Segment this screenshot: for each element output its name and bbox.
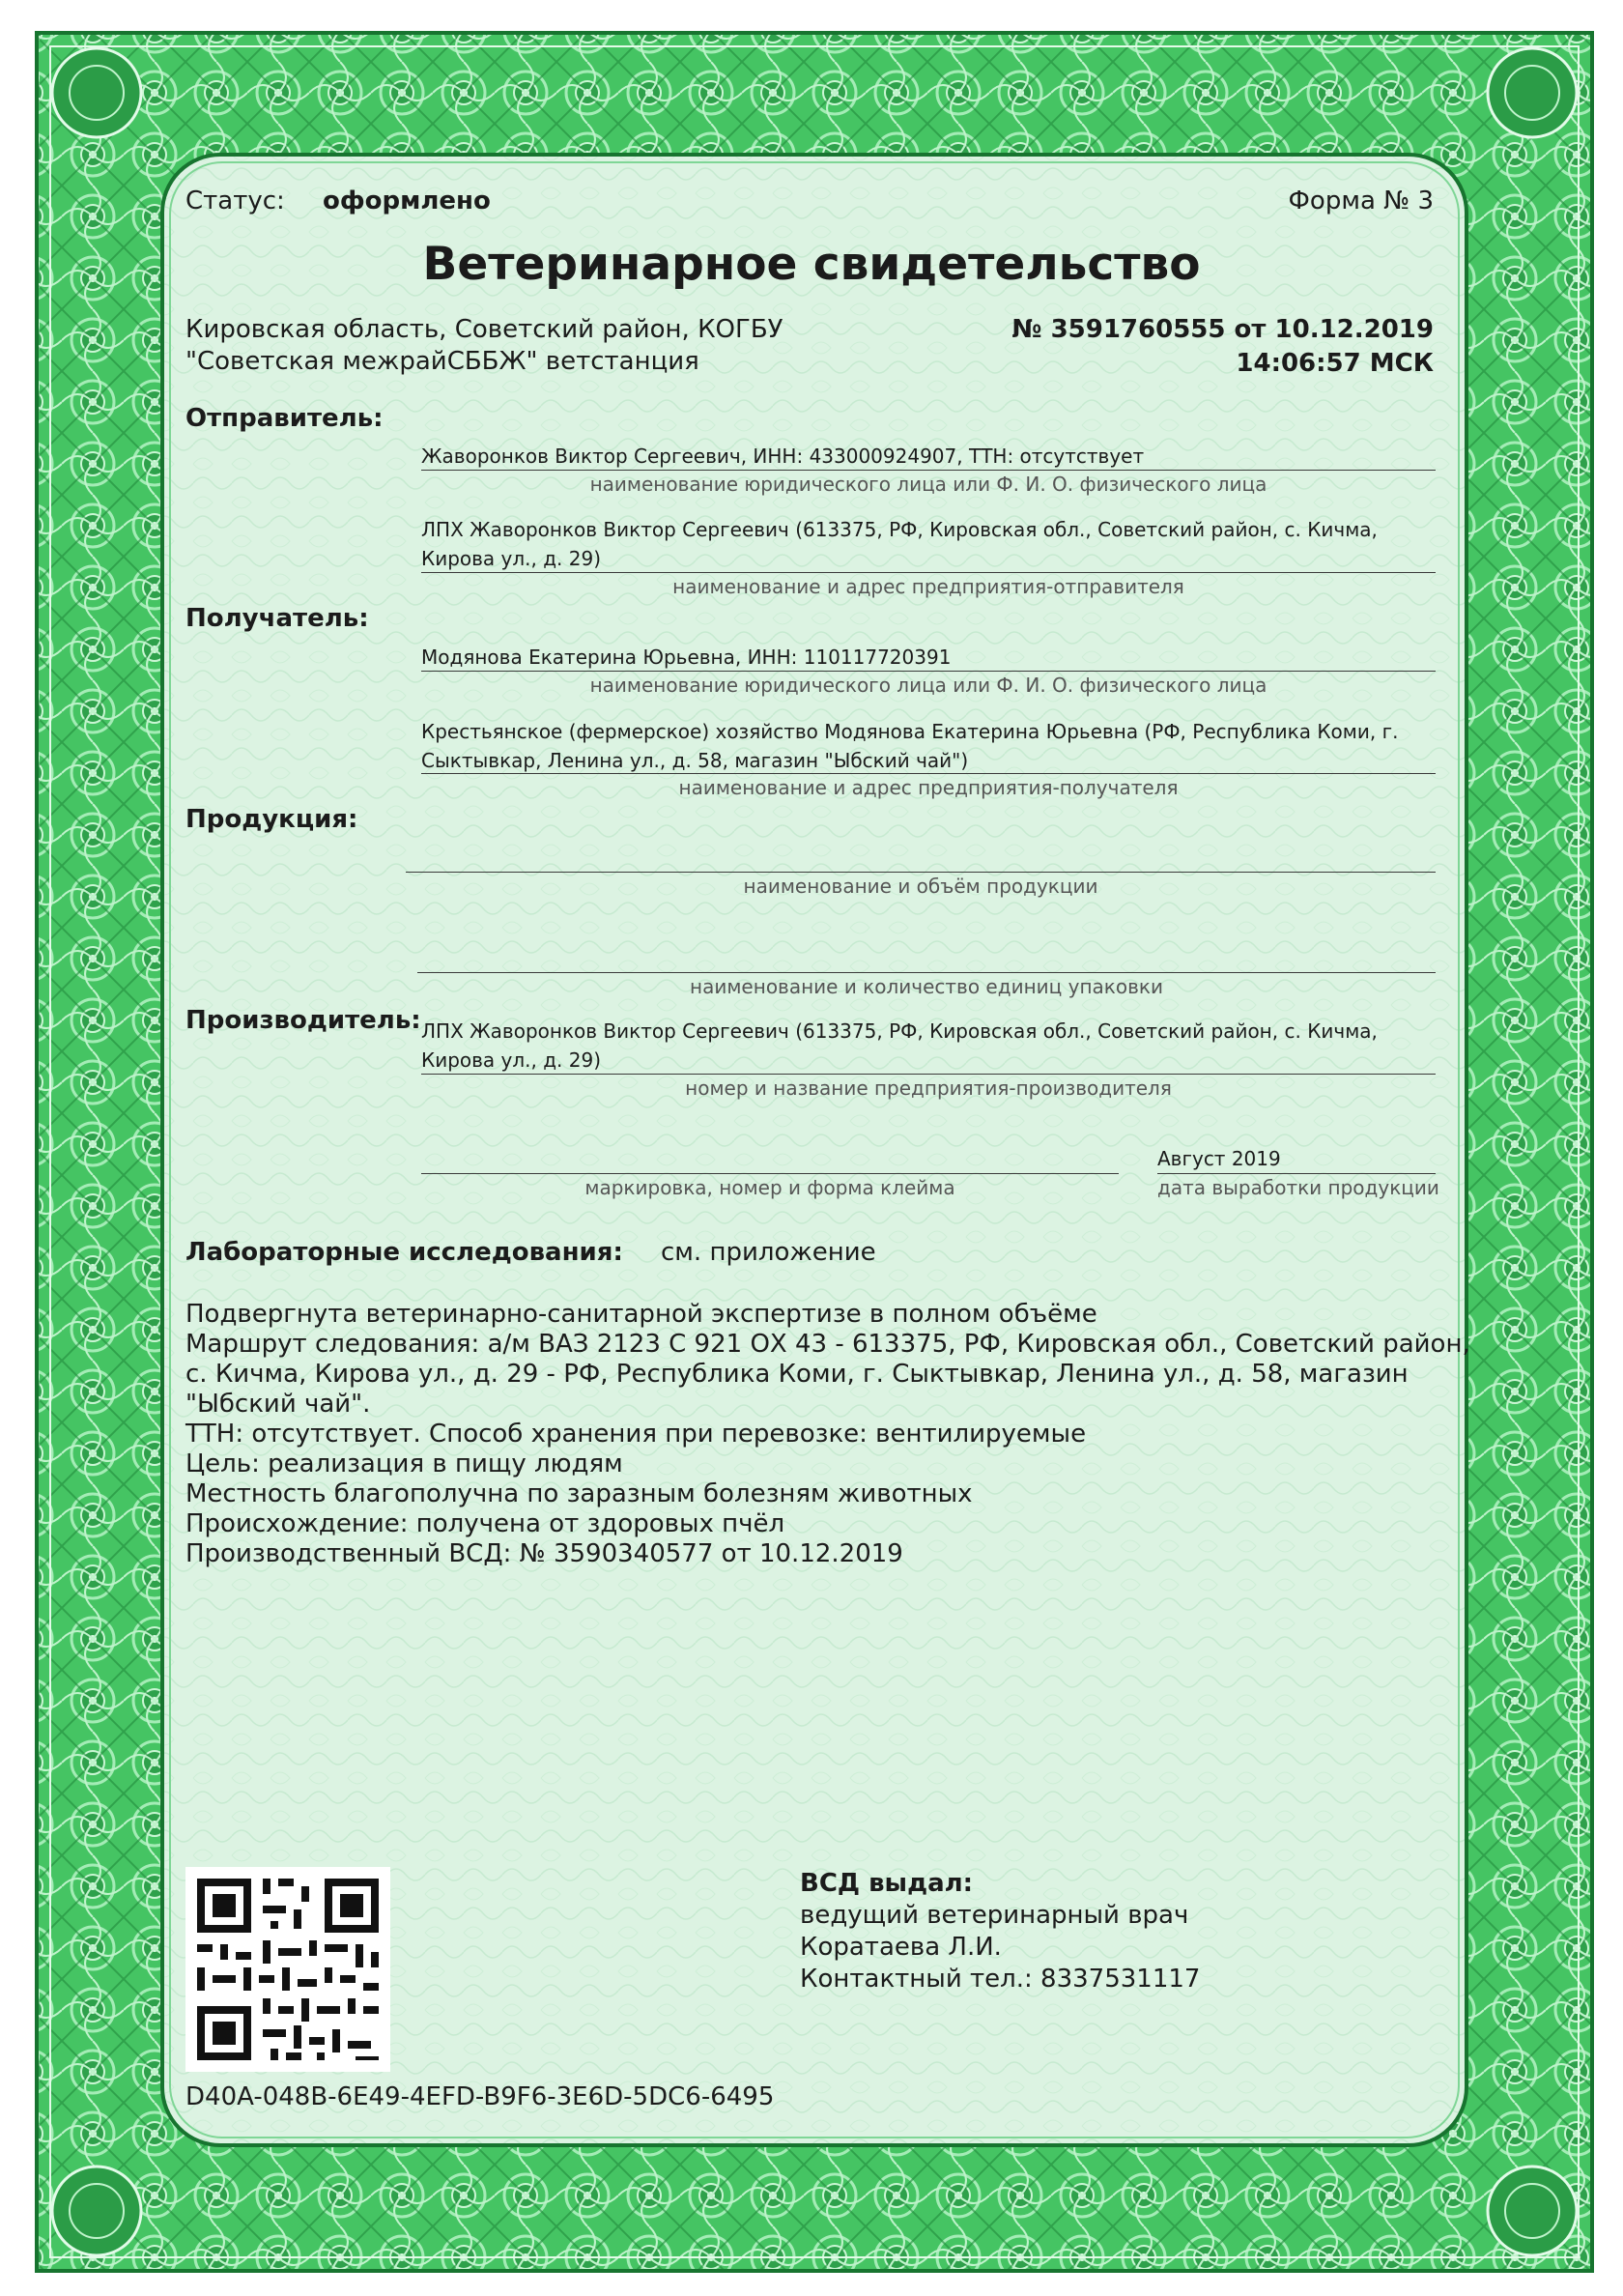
product-name-caption: наименование и объём продукции	[743, 875, 1098, 898]
recipient-label: Получатель:	[185, 604, 369, 633]
detail-production-vsd: Производственный ВСД: № 3590340577 от 10.12.2019	[185, 1539, 903, 1568]
detail-route-line-3: "Ыбский чай".	[185, 1390, 371, 1419]
producer-line-2: Кирова ул., д. 29)	[421, 1048, 602, 1072]
sender-name: Жаворонков Виктор Сергеевич, ИНН: 433000924907, ТТН: отсутствует	[421, 445, 1145, 468]
issuer-line-1: Кировская область, Советский район, КОГБУ	[185, 315, 783, 344]
qr-code	[185, 1867, 390, 2072]
document-number: № 3591760555 от 10.12.2019	[1011, 315, 1434, 344]
producer-label: Производитель:	[185, 1006, 421, 1035]
issuer-line-2: "Советская межрайСББЖ" ветстанция	[185, 347, 699, 376]
detail-storage: ТТН: отсутствует. Способ хранения при перевозке: вентилируемые	[185, 1420, 1087, 1449]
lab-label: Лабораторные исследования:	[185, 1238, 623, 1267]
sender-name-caption: наименование юридического лица или Ф. И. О. физического лица	[589, 473, 1267, 496]
production-date-underline	[1157, 1173, 1436, 1174]
detail-route-line-2: с. Кичма, Кирова ул., д. 29 - РФ, Республика Коми, г. Сыктывкар, Ленина ул., д. 58, магазин	[185, 1360, 1409, 1389]
recipient-enterprise-line-1: Крестьянское (фермерское) хозяйство Модянова Екатерина Юрьевна (РФ, Республика Коми, г.	[421, 720, 1399, 743]
product-name-underline	[406, 872, 1436, 873]
detail-expertise: Подвергнута ветеринарно-санитарной экспертизе в полном объёме	[185, 1300, 1097, 1329]
detail-purpose: Цель: реализация в пищу людям	[185, 1449, 623, 1478]
producer-underline	[421, 1074, 1436, 1075]
status-label: Статус:	[185, 187, 285, 215]
product-package-underline	[417, 972, 1436, 973]
producer-caption: номер и название предприятия-производителя	[685, 1076, 1172, 1100]
sender-enterprise-line-1: ЛПХ Жаворонков Виктор Сергеевич (613375, РФ, Кировская обл., Советский район, с. Кичма,	[421, 518, 1378, 541]
production-date-caption: дата выработки продукции	[1157, 1176, 1439, 1199]
recipient-enterprise-underline	[421, 773, 1436, 774]
issued-by-name: Коратаева Л.И.	[800, 1933, 1002, 1962]
issued-by-position: ведущий ветеринарный врач	[800, 1901, 1189, 1930]
recipient-name-underline	[421, 671, 1436, 672]
document-uuid: D40A-048B-6E49-4EFD-B9F6-3E6D-5DC6-6495	[185, 2082, 775, 2111]
sender-enterprise-underline	[421, 572, 1436, 573]
recipient-name: Модянова Екатерина Юрьевна, ИНН: 110117720391	[421, 646, 952, 669]
sender-label: Отправитель:	[185, 404, 384, 433]
page-title: Ветеринарное свидетельство	[422, 238, 1201, 291]
detail-route-line-1: Маршрут следования: а/м ВАЗ 2123 С 921 ОХ 43 - 613375, РФ, Кировская обл., Советский район,	[185, 1330, 1470, 1359]
product-package-caption: наименование и количество единиц упаковки	[690, 975, 1163, 998]
status-value: оформлено	[323, 187, 491, 215]
detail-origin: Происхождение: получена от здоровых пчёл	[185, 1509, 785, 1538]
production-date: Август 2019	[1157, 1147, 1281, 1170]
lab-value: см. приложение	[661, 1238, 876, 1267]
sender-enterprise-caption: наименование и адрес предприятия-отправителя	[672, 575, 1184, 598]
marking-caption: маркировка, номер и форма клейма	[584, 1176, 955, 1199]
marking-underline	[421, 1173, 1119, 1174]
producer-line-1: ЛПХ Жаворонков Виктор Сергеевич (613375, РФ, Кировская обл., Советский район, с. Кичма,	[421, 1019, 1378, 1043]
recipient-name-caption: наименование юридического лица или Ф. И. О. физического лица	[589, 674, 1267, 697]
issued-by-label: ВСД выдал:	[800, 1869, 974, 1898]
recipient-enterprise-line-2: Сыктывкар, Ленина ул., д. 58, магазин "Ыбский чай")	[421, 749, 969, 772]
qr-code-graphic	[185, 1867, 390, 2072]
detail-locality: Местность благополучна по заразным болезням животных	[185, 1479, 973, 1508]
sender-enterprise-line-2: Кирова ул., д. 29)	[421, 547, 602, 570]
document-time: 14:06:57 МСК	[1236, 349, 1434, 378]
product-label: Продукция:	[185, 805, 358, 834]
recipient-enterprise-caption: наименование и адрес предприятия-получателя	[678, 776, 1179, 799]
sender-name-underline	[421, 470, 1436, 471]
form-number: Форма № 3	[1288, 187, 1434, 215]
issued-by-contact: Контактный тел.: 8337531117	[800, 1965, 1201, 1994]
